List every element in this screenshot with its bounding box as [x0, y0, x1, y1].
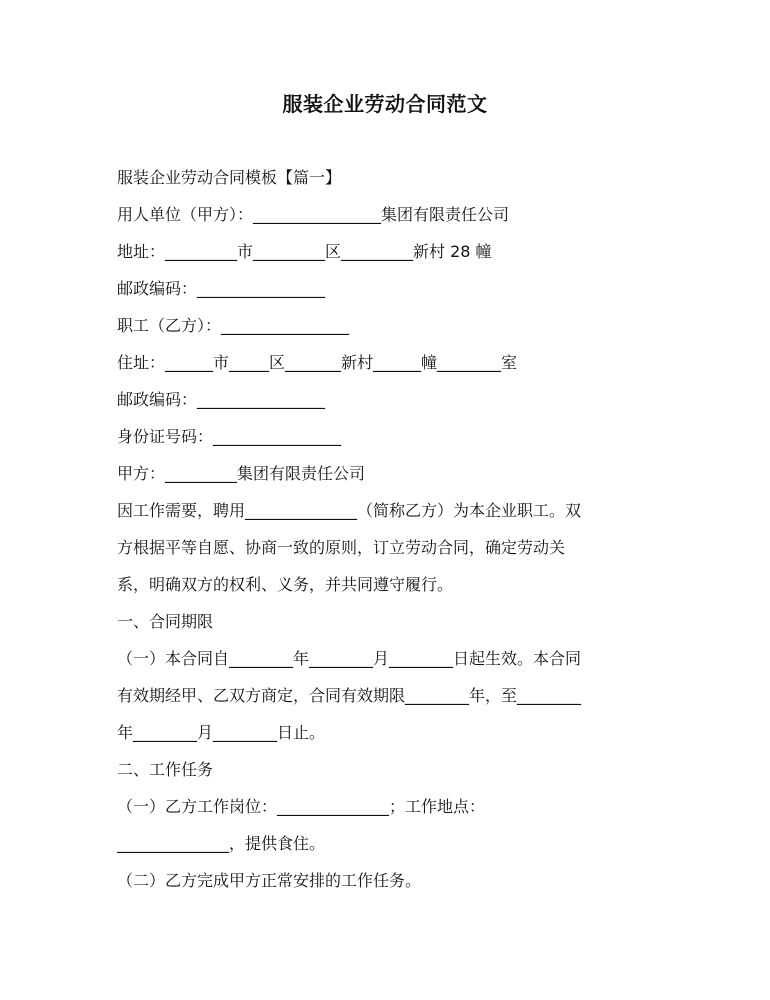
paragraph-line: 甲方：_________集团有限责任公司 [117, 464, 366, 483]
paragraph-line: 邮政编码：________________ [117, 279, 326, 298]
paragraph-line: 邮政编码：________________ [117, 390, 326, 409]
paragraph-line: 地址：_________市_________区_________新村 28 幢 [117, 242, 492, 261]
paragraph-line: 职工（乙方）：________________ [117, 316, 350, 335]
paragraph-line: 方根据平等自愿、协商一致的原则，订立劳动合同，确定劳动关 [117, 538, 566, 557]
paragraph-line: 系，明确双方的权利、义务，并共同遵守履行。 [117, 575, 454, 594]
paragraph-line: （一）本合同自________年________月________日起生效。本合同 [117, 649, 582, 668]
section-heading: 二、工作任务 [117, 760, 214, 779]
section-heading: 一、合同期限 [117, 612, 214, 631]
paragraph-line: （二）乙方完成甲方正常安排的工作任务。 [117, 871, 422, 890]
paragraph-line: 有效期经甲、乙双方商定，合同有效期限________年，至________ [117, 686, 582, 705]
paragraph-line: 住址：______市_____区_______新村______幢________室 [117, 353, 518, 372]
paragraph-line: ______________，提供食住。 [117, 834, 326, 853]
document-title: 服装企业劳动合同范文 [282, 92, 488, 116]
paragraph-line: 身份证号码：________________ [117, 427, 342, 446]
paragraph-line: 用人单位（甲方）：________________集团有限责任公司 [117, 205, 510, 224]
section-heading: 服装企业劳动合同模板【篇一】 [117, 168, 342, 187]
paragraph-line: （一）乙方工作岗位：______________；工作地点： [117, 797, 486, 816]
paragraph-line: 因工作需要，聘用______________（简称乙方）为本企业职工。双 [117, 501, 582, 520]
paragraph-line: 年________月________日止。 [117, 723, 326, 742]
